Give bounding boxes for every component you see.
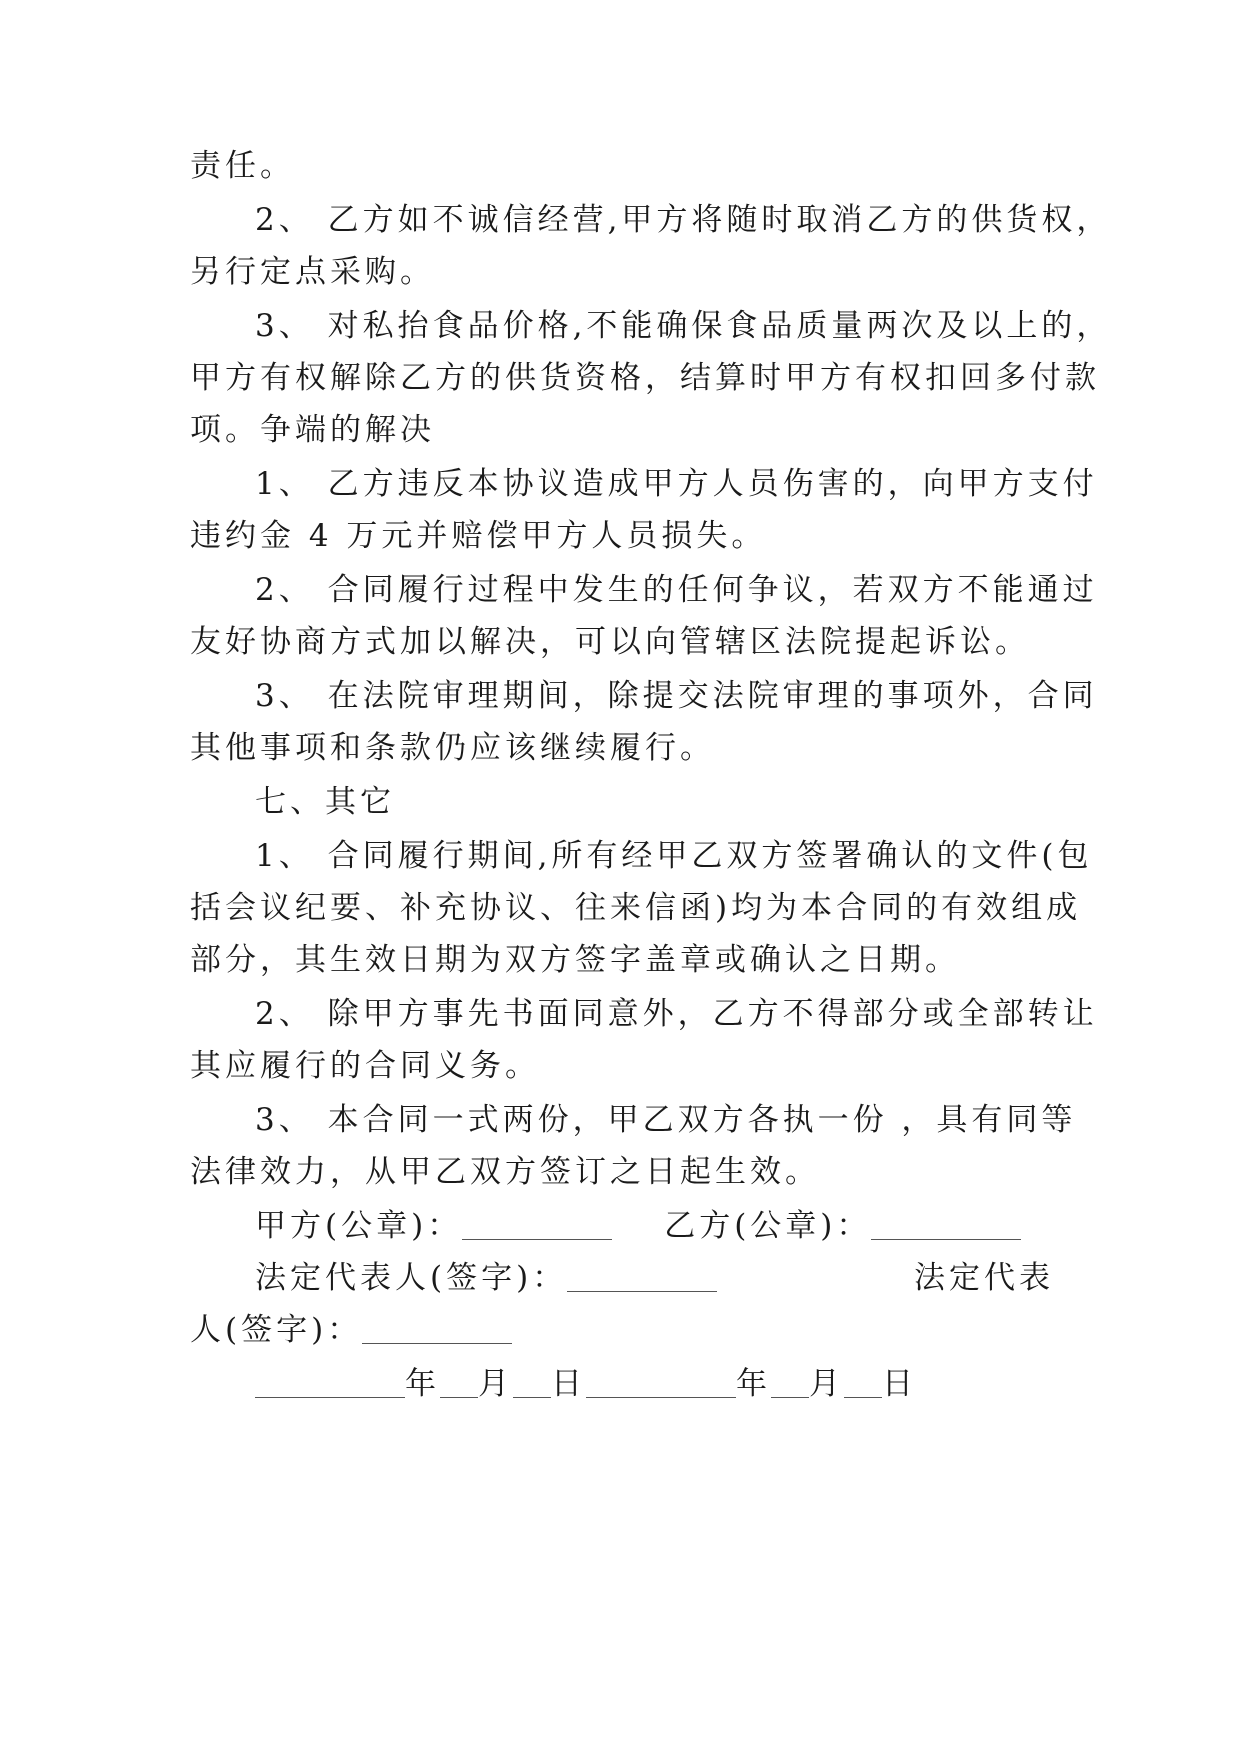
paragraph-line: 2、 合同履行过程中发生的任何争议，若双方不能通过 — [255, 572, 1098, 608]
paragraph-line: 2、 乙方如不诚信经营,甲方将随时取消乙方的供货权， — [255, 202, 1112, 238]
seal-line — [255, 1206, 1021, 1246]
month-a-blank[interactable] — [440, 1367, 478, 1398]
paragraph-line: 甲方有权解除乙方的供货资格，结算时甲方有权扣回多付款 — [190, 360, 1100, 396]
year-label: 年 — [405, 1366, 440, 1402]
paragraph-line: 1、 合同履行期间,所有经甲乙双方签署确认的文件(包 — [255, 838, 1093, 874]
paragraph-line: 部分，其生效日期为双方签字盖章或确认之日期。 — [190, 942, 960, 978]
paragraph-line: 其他事项和条款仍应该继续履行。 — [190, 730, 715, 766]
paragraph-line: 2、 除甲方事先书面同意外，乙方不得部分或全部转让 — [255, 996, 1098, 1032]
party-a-seal-blank[interactable] — [462, 1209, 612, 1240]
party-b-seal-label: 乙方(公章)： — [664, 1208, 872, 1244]
day-label: 日 — [551, 1366, 586, 1402]
paragraph-line: 其应履行的合同义务。 — [190, 1048, 540, 1084]
paragraph-line: 3、 对私抬食品价格,不能确保食品质量两次及以上的， — [255, 308, 1112, 344]
year-b-blank[interactable] — [586, 1367, 736, 1398]
paragraph-line: 3、 本合同一式两份，甲乙双方各执一份 ，具有同等 — [255, 1102, 1077, 1138]
paragraph-line: 括会议纪要、补充协议、往来信函)均为本合同的有效组成 — [190, 890, 1082, 926]
paragraph-line: 违约金 4 万元并赔偿甲方人员损失。 — [190, 518, 767, 554]
month-label: 月 — [478, 1366, 513, 1402]
rep-b-signature-blank[interactable] — [362, 1313, 512, 1344]
paragraph-line: 1、 乙方违反本协议造成甲方人员伤害的，向甲方支付 — [255, 466, 1098, 502]
rep-b-label-part2: 人(签字)： — [190, 1312, 363, 1348]
day-b-blank[interactable] — [844, 1367, 882, 1398]
representative-b-line — [190, 1310, 512, 1350]
paragraph-line: 项。争端的解决 — [190, 412, 435, 448]
year-label: 年 — [736, 1366, 771, 1402]
party-b-seal-blank[interactable] — [871, 1209, 1021, 1240]
month-b-blank[interactable] — [771, 1367, 809, 1398]
rep-a-signature-blank[interactable] — [567, 1261, 717, 1292]
party-a-seal-label: 甲方(公章)： — [255, 1208, 463, 1244]
paragraph-line: 友好协商方式加以解决，可以向管辖区法院提起诉讼。 — [190, 624, 1030, 660]
date-line — [255, 1364, 917, 1404]
representative-line — [255, 1258, 717, 1298]
paragraph-line: 另行定点采购。 — [190, 254, 435, 290]
paragraph-line: 法律效力，从甲乙双方签订之日起生效。 — [190, 1154, 820, 1190]
section-heading: 七、其它 — [255, 784, 395, 820]
paragraph-line: 责任。 — [190, 148, 295, 184]
day-a-blank[interactable] — [513, 1367, 551, 1398]
day-label: 日 — [882, 1366, 917, 1402]
rep-a-label: 法定代表人(签字)： — [255, 1260, 568, 1296]
month-label: 月 — [809, 1366, 844, 1402]
paragraph-line: 3、 在法院审理期间，除提交法院审理的事项外，合同 — [255, 678, 1098, 714]
rep-b-label-part1: 法定代表 — [914, 1260, 1054, 1296]
year-a-blank[interactable] — [255, 1367, 405, 1398]
